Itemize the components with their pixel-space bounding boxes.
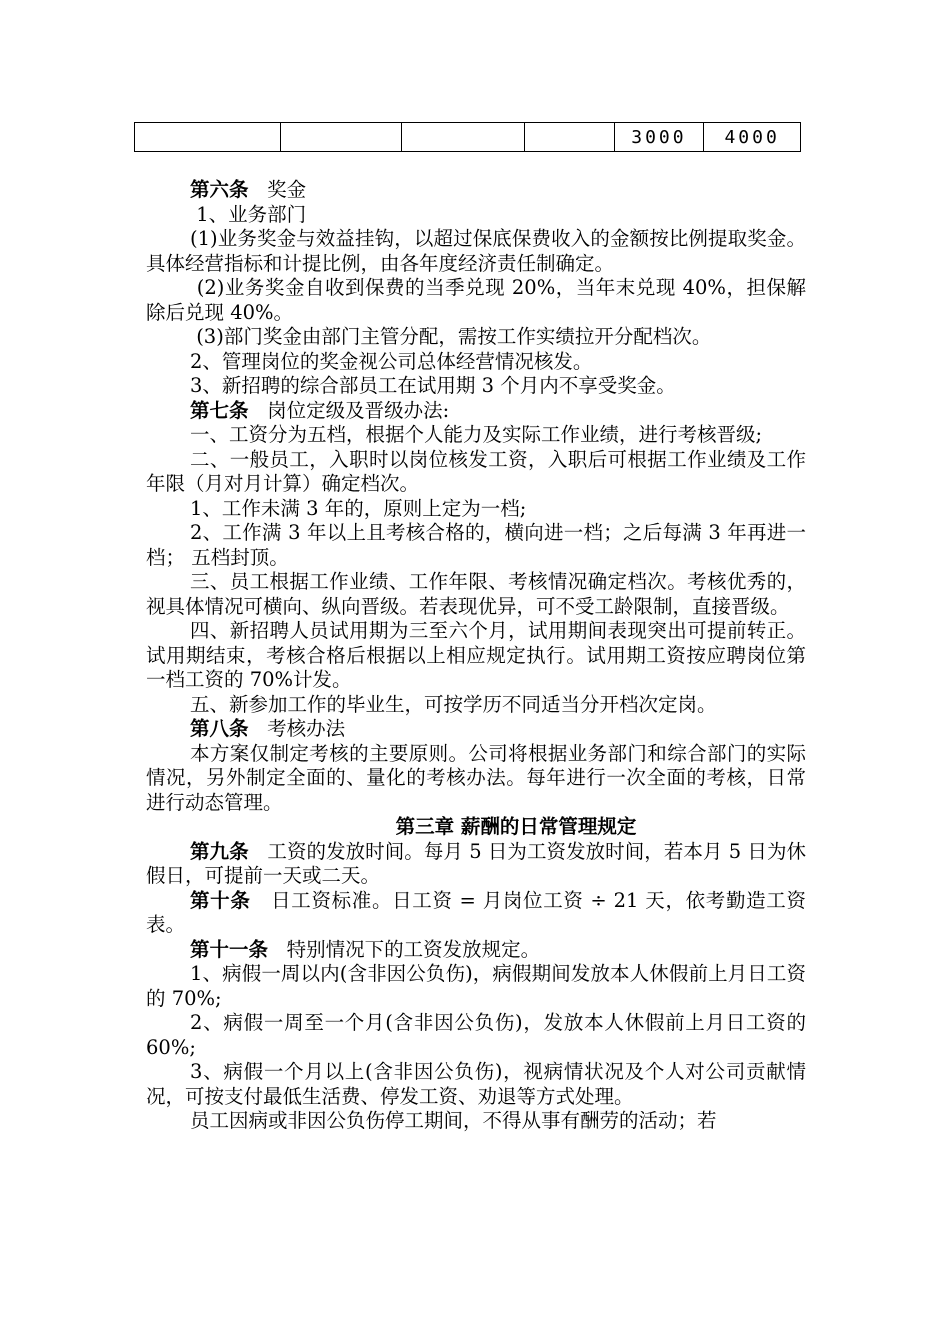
table-cell <box>402 123 525 151</box>
article-7 <box>146 399 806 424</box>
article-10 <box>146 889 806 938</box>
table-cell <box>525 123 615 151</box>
table-cell <box>135 123 281 151</box>
paragraph: 3、病假一个月以上(含非因公负伤)，视病情状况及个人对公司贡献情况，可按支付最低生活费、停发工资、劝退等方式处理。 <box>146 1060 806 1108</box>
paragraph: 2、管理岗位的奖金视公司总体经营情况核发。 <box>190 349 593 373</box>
paragraph: 2、工作满 3 年以上且考核合格的，横向进一档；之后每满 3 年再进一档； 五档封顶。 <box>146 521 806 569</box>
article-heading: 第九条 <box>190 839 249 863</box>
paragraph: 二、一般员工，入职时以岗位核发工资，入职后可根据工作业绩及工作年限（月对月计算）确定档次。 <box>146 447 806 495</box>
article-title: 考核办法 <box>248 717 346 740</box>
article-8 <box>146 717 806 742</box>
paragraph: 3、新招聘的综合部员工在试用期 3 个月内不享受奖金。 <box>190 374 676 397</box>
paragraph: 三、员工根据工作业绩、工作年限、考核情况确定档次。考核优秀的，视具体情况可横向、纵向晋级。若表现优异，可不受工龄限制，直接晋级。 <box>146 570 806 618</box>
article-heading: 第十条 <box>190 888 251 912</box>
paragraph: 1、病假一周以内(含非因公负伤)，病假期间发放本人休假前上月日工资的 70%; <box>146 962 806 1010</box>
paragraph: 员工因病或非因公负伤停工期间，不得从事有酬劳的活动；若 <box>190 1109 717 1132</box>
paragraph: (1)业务奖金与效益挂钩，以超过保底保费收入的金额按比例提取奖金。具体经营指标和计提比例，由各年度经济责任制确定。 <box>146 227 806 275</box>
paragraph: 本方案仅制定考核的主要原则。公司将根据业务部门和综合部门的实际情况，另外制定全面的、量化的考核办法。每年进行一次全面的考核，日常进行动态管理。 <box>146 741 806 814</box>
table-cell: 4000 <box>724 126 780 148</box>
document-body <box>146 178 813 1134</box>
article-text: 日工资标准。日工资 = 月岗位工资 ÷ 21 天，依考勤造工资表。 <box>146 888 806 936</box>
paragraph: (3)部门奖金由部门主管分配，需按工作实绩拉开分配档次。 <box>190 325 712 348</box>
salary-table-row <box>134 122 801 152</box>
article-heading: 第七条 <box>190 398 249 422</box>
table-cell <box>281 123 403 151</box>
paragraph: 五、新参加工作的毕业生，可按学历不同适当分开档次定岗。 <box>190 692 717 716</box>
article-text: 工资的发放时间。每月 5 日为工资发放时间，若本月 5 日为休假日，可提前一天或二天。 <box>146 839 806 887</box>
article-6 <box>146 178 806 203</box>
paragraph: 四、新招聘人员试用期为三至六个月，试用期间表现突出可提前转正。试用期结束，考核合格后根据以上相应规定执行。试用期工资按应聘岗位第一档工资的 70%计发。 <box>146 619 806 691</box>
article-text: 特别情况下的工资发放规定。 <box>268 937 541 961</box>
table-cell: 3000 <box>615 123 705 151</box>
paragraph: (2)业务奖金自收到保费的当季兑现 20%，当年末兑现 40%，担保解除后兑现 40%。 <box>146 276 807 324</box>
chapter-title: 第三章 薪酬的日常管理规定 <box>395 815 637 838</box>
paragraph: 1、业务部门 <box>190 202 307 226</box>
article-heading: 第六条 <box>190 178 249 201</box>
paragraph: 1、工作未满 3 年的，原则上定为一档; <box>190 496 527 520</box>
paragraph: 一、工资分为五档，根据个人能力及实际工作业绩，进行考核晋级; <box>190 423 763 446</box>
article-title: 奖金 <box>248 178 307 201</box>
article-9 <box>146 840 806 889</box>
article-heading: 第十一条 <box>190 937 269 961</box>
paragraph: 2、病假一周至一个月(含非因公负伤)，发放本人休假前上月日工资的 60%; <box>146 1011 813 1059</box>
article-heading: 第八条 <box>190 717 249 740</box>
article-11 <box>146 938 806 963</box>
article-title: 岗位定级及晋级办法: <box>248 398 450 422</box>
